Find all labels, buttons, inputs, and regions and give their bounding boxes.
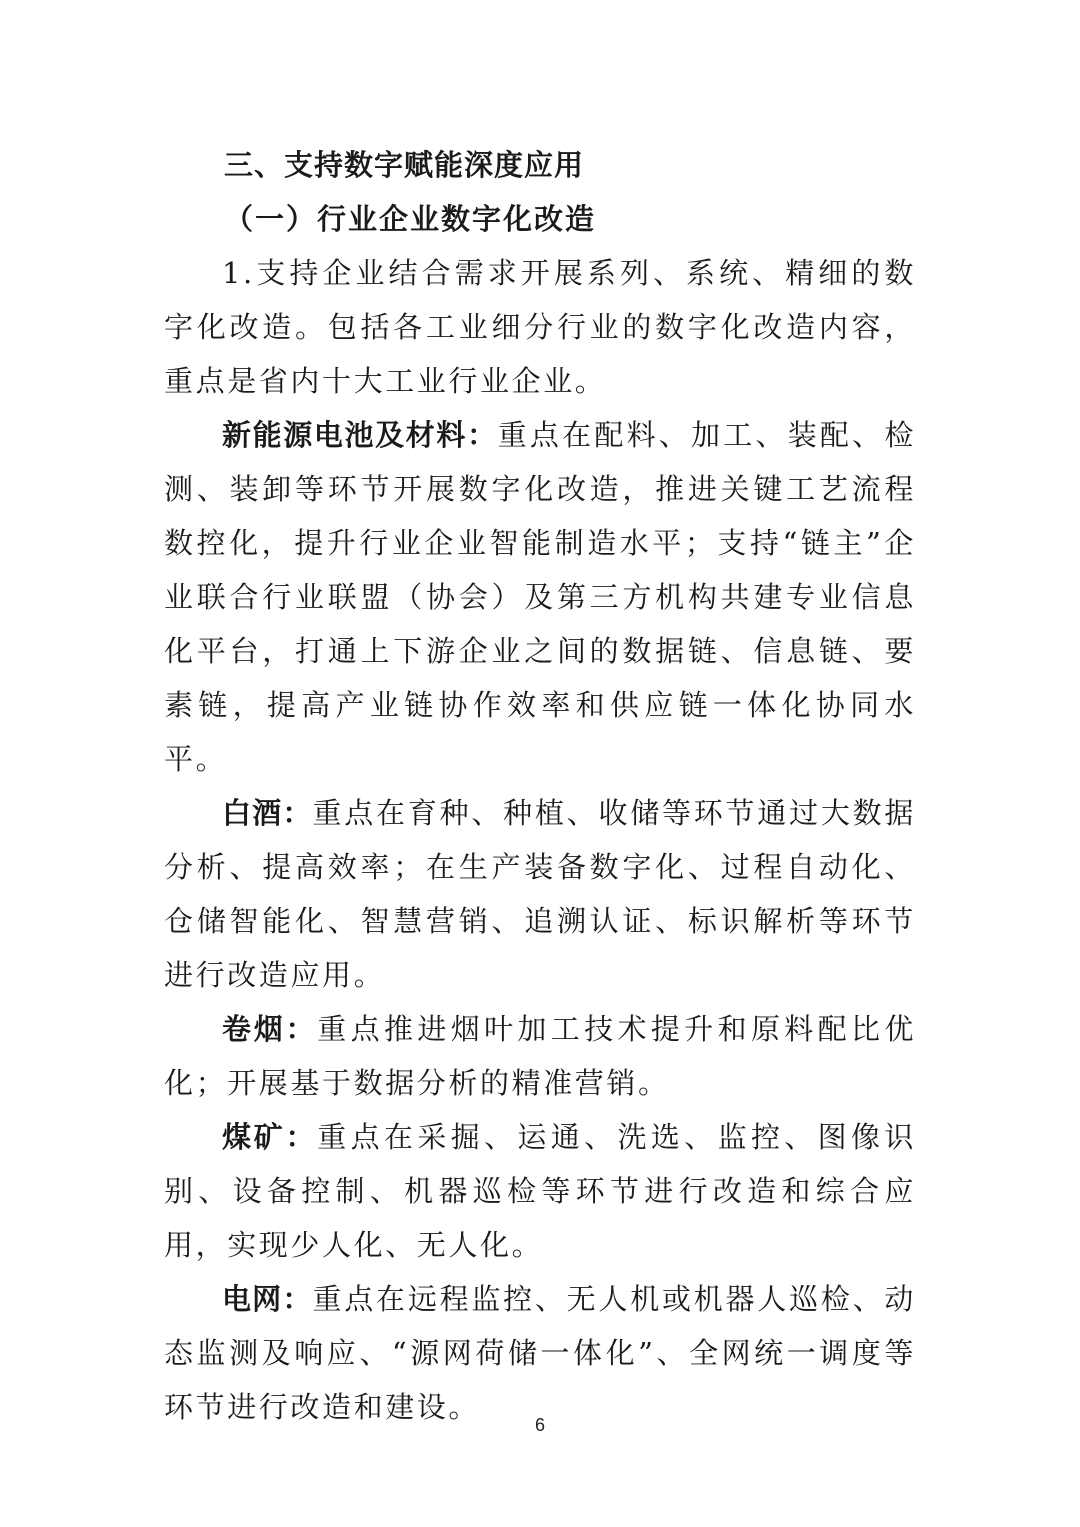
industry-text: 重点在远程监控、无人机或机器人巡检、动态监测及响应、“源网荷储一体化”、全网统一调度等环节进行改造和建设。 — [164, 1282, 916, 1424]
industry-term: 卷烟： — [222, 1012, 318, 1046]
industry-text: 重点在采掘、运通、洗选、监控、图像识别、设备控制、机器巡检等环节进行改造和综合应用，实现少人化、无人化。 — [164, 1120, 916, 1262]
industry-term: 煤矿： — [222, 1120, 318, 1154]
document-page — [164, 138, 916, 1434]
subsection-heading: （一）行业企业数字化改造 — [224, 202, 597, 236]
section-heading: 三、支持数字赋能深度应用 — [224, 148, 585, 182]
industry-term: 电网： — [222, 1282, 313, 1316]
industry-text: 重点在育种、种植、收储等环节通过大数据分析、提高效率；在生产装备数字化、过程自动化、仓储智能化、智慧营销、追溯认证、标识解析等环节进行改造应用。 — [164, 796, 916, 992]
industry-text: 重点在配料、加工、装配、检测、装卸等环节开展数字化改造，推进关键工艺流程数控化，提升行业企业智能制造水平；支持“链主”企业联合行业联盟（协会）及第三方机构共建专业信息化平台，打通上下游企业之间的数据链、信息链、要素链，提高产业链协作效率和供应链一体化协同水平。 — [164, 418, 916, 776]
intro-paragraph: 1.支持企业结合需求开展系列、系统、精细的数字化改造。包括各工业细分行业的数字化改造内容，重点是省内十大工业行业企业。 — [164, 256, 916, 398]
industry-paragraph-grid — [164, 1272, 916, 1434]
industry-paragraph-battery — [164, 408, 916, 786]
industry-term: 新能源电池及材料： — [222, 418, 498, 452]
industry-text: 重点推进烟叶加工技术提升和原料配比优化；开展基于数据分析的精准营销。 — [164, 1012, 916, 1100]
industry-paragraph-coal — [164, 1110, 916, 1272]
page-number: 6 — [534, 1415, 545, 1435]
industry-paragraph-liquor — [164, 786, 916, 1002]
industry-term: 白酒： — [222, 796, 313, 830]
industry-paragraph-tobacco — [164, 1002, 916, 1110]
